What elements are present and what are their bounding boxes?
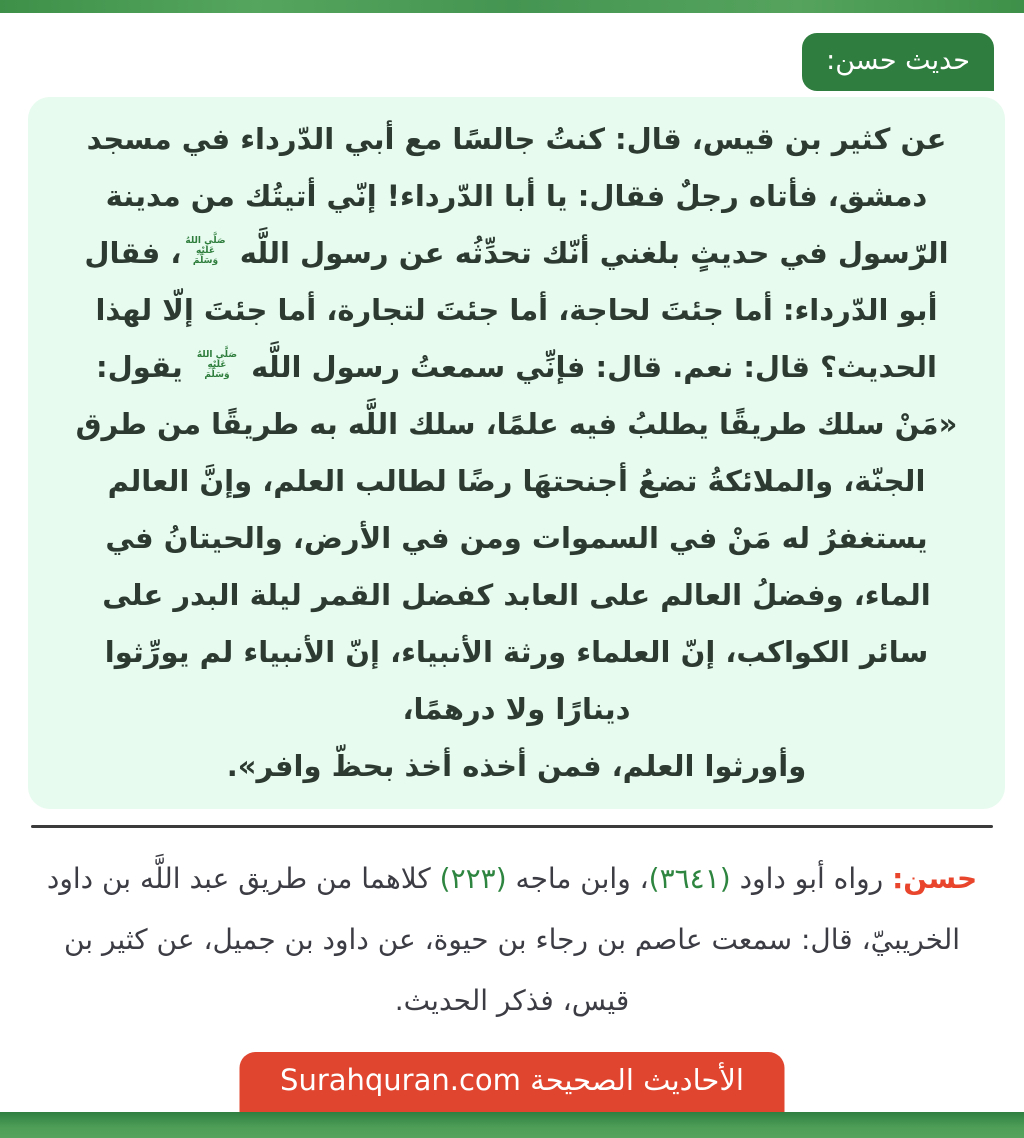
hadith-number-ibnmajah: (٢٢٣) (439, 862, 507, 895)
hadith-grade-tab (802, 33, 994, 91)
hadith-line: الرّسول في حديثٍ بلغني أنّك تحدِّثُه عن رسول اللَّه صَلَّى اللهُ عَلَيْهِ وَسَلَّمَ ، فقال (84, 236, 949, 270)
hadith-text-box (28, 97, 1005, 809)
grade-word: حسن: (892, 862, 978, 895)
takhrij-text-3: كلاهما من طريق عبد اللَّه بن داود الخريبيّ، قال: سمعت عاصم بن رجاء بن حيوة، عن داود بن جميل، عن كثير بن قيس، فذكر الحديث. (46, 862, 961, 1017)
hadith-line: يستغفرُ له مَنْ في السموات ومن في الأرض، والحيتانُ في (105, 521, 928, 555)
hadith-line: عن كثير بن قيس، قال: كنتُ جالسًا مع أبي الدّرداء في مسجد (86, 122, 947, 156)
top-decoration-bar (0, 0, 1024, 13)
takhrij-text-1: رواه أبو داود (730, 862, 893, 895)
hadith-line: دينارًا ولا درهمًا، (402, 692, 631, 726)
hadith-line: الحديث؟ قال: نعم. قال: فإنِّي سمعتُ رسول اللَّه صَلَّى اللهُ عَلَيْهِ وَسَلَّمَ يقول: (96, 350, 937, 384)
sallallahu-alayhi-wasallam-icon: صَلَّى اللهُ عَلَيْهِ وَسَلَّمَ (196, 350, 238, 380)
hadith-line: وأورثوا العلم، فمن أخذه أخذ بحظّ وافر». (226, 749, 807, 783)
site-badge[interactable] (240, 1052, 785, 1112)
hadith-line: الماء، وفضلُ العالم على العابد كفضل القمر ليلة البدر على (102, 578, 931, 612)
bottom-decoration-band (0, 1112, 1024, 1138)
hadith-line: أبو الدّرداء: أما جئتَ لحاجة، أما جئتَ لتجارة، أما جئتَ إلّا لهذا (95, 293, 938, 327)
hadith-line: دمشق، فأتاه رجلٌ فقال: يا أبا الدّرداء! إنّي أتيتُك من مدينة (105, 179, 928, 213)
hadith-grade-tab-label: حديث حسن: (826, 44, 970, 76)
takhrij-paragraph (31, 848, 993, 1031)
hadith-line: سائر الكواكب، إنّ العلماء ورثة الأنبياء، إنّ الأنبياء لم يورِّثوا (104, 635, 929, 669)
divider-line (31, 825, 993, 828)
hadith-number-abudawud: (٣٦٤١) (648, 862, 731, 895)
takhrij-text-2: ، وابن ماجه (506, 862, 649, 895)
sallallahu-alayhi-wasallam-icon: صَلَّى اللهُ عَلَيْهِ وَسَلَّمَ (185, 236, 226, 266)
hadith-line: «مَنْ سلك طريقًا يطلبُ فيه علمًا، سلك اللَّه به طريقًا من طرق (75, 407, 958, 441)
site-badge-label: الأحاديث الصحيحة Surahquran.com (280, 1063, 744, 1097)
hadith-line: الجنّة، والملائكةُ تضعُ أجنحتهَا رضًا لطالب العلم، وإنَّ العالم (107, 464, 926, 498)
